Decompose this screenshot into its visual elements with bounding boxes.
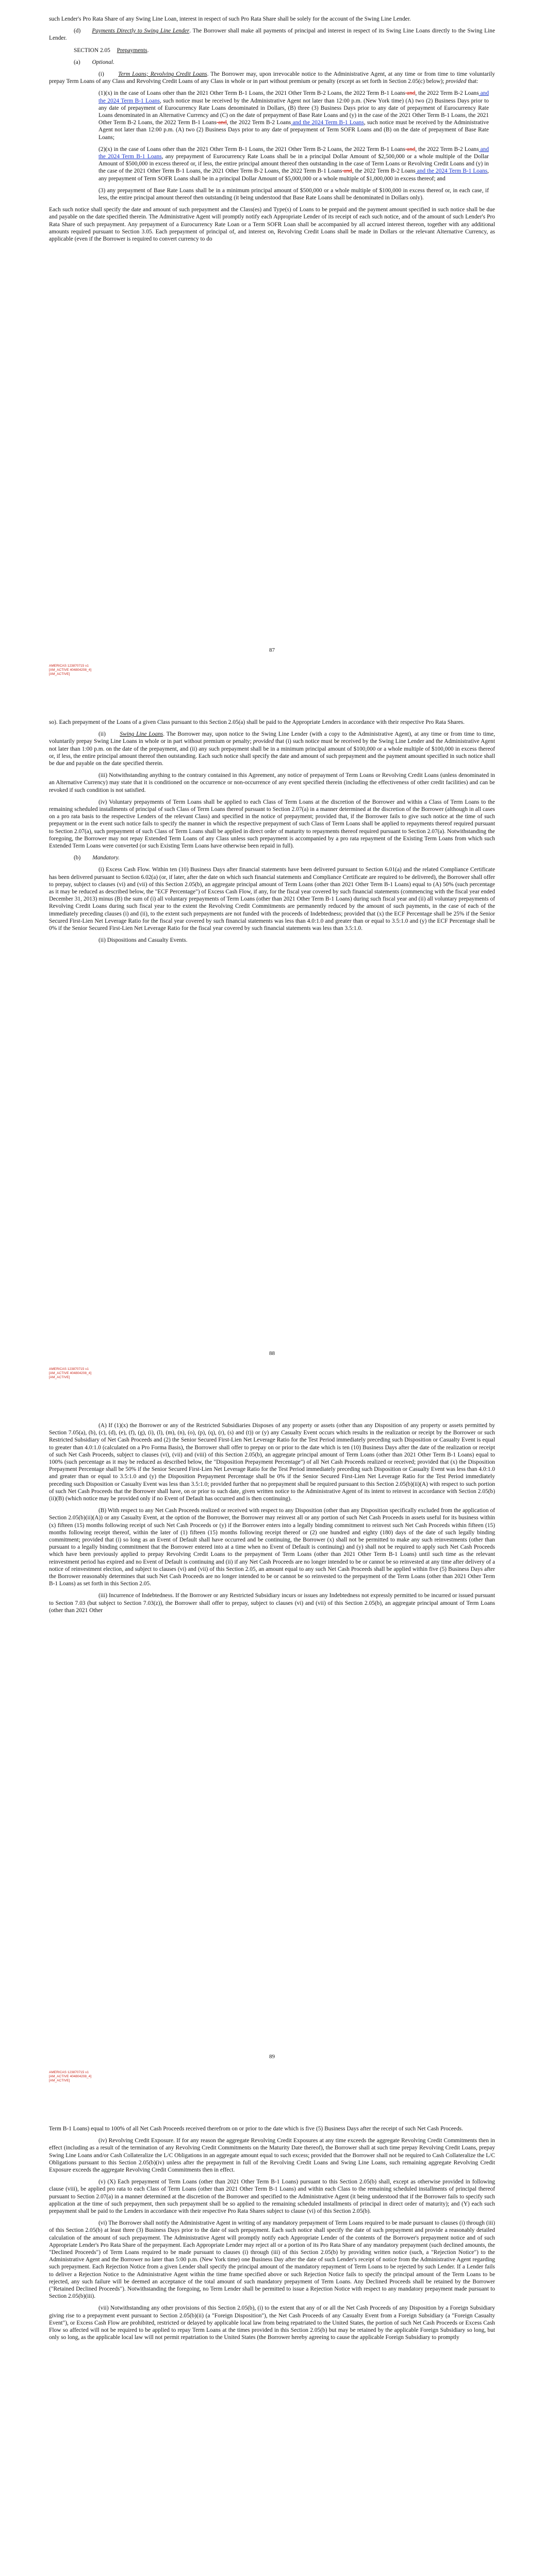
text-run: , any prepayment of Eurocurrency Rate Loans shall be in a principal Dollar Amount of $2,500,000 or a whole multiple of the Dollar Amount of $500,000 in excess thereof or, if less, the entire principal amount thereof then outstanding in the case of Term Loans or Revolving Credit Loans and (y) in the case of the 2021 Other Term B-1 Loans, the 2021 Other Term B-2 Loans, the 2022 Term B-1 Loans xyxy=(98,154,489,175)
inserted-text: and the 2024 Term B-1 Loans xyxy=(98,90,489,104)
subclause-3: (3) any prepayment of Base Rate Loans shall be in a minimum principal amount of $500,000 or a whole multiple of $100,000 in excess thereof or, in each case, if less, the entire principal amount thereof then outstanding (it being understood that Base Rate Loans shall be denominated in Dollars only). xyxy=(98,187,489,201)
clause-a-iii: (iii) Notwithstanding anything to the contrary contained in this Agreement, any notice of prepayment of Term Loans or Revolving Credit Loans (unless denominated in an Alternative Currency) may state that it is conditioned on the occurrence or non-occurrence of any event specified therein (including the effectiveness of other credit facilities) and can be revoked if such condition is not satisfied. xyxy=(49,772,495,793)
text-run: , the 2022 Term B-2 Loans xyxy=(415,90,479,97)
subclause-1 xyxy=(49,90,495,141)
text-run: (1)(x) in the case of Loans other than the 2021 Other Term B-1 Loans, the 2021 Other Term B-2 Loans, the 2022 Term B-1 Loans xyxy=(98,90,405,97)
clause-title: Mandatory. xyxy=(92,855,120,861)
clause-b-v: (v) (X) Each prepayment of Term Loans (other than 2021 Other Term B-1 Loans) pursuant to this Section 2.05(b) shall, except as otherwise provided in following clause (viii), be applied pro rata to each Class of Term Loans (other than 2021 Other Term B-1 Loans) and within each Class to the remaining scheduled installments of principal thereof pursuant to Section 2.07(a) in a manner determined at the discretion of the Borrower and specified to the Administrative Agent (it being understood that if the Borrower fails to specify such application at the time of such prepayment, then such prepayment shall be so applied to the remaining scheduled installments of principal in direct order of maturity); and (Y) each such prepayment shall be paid to the Lenders in accordance with their respective Pro Rata Shares subject to clause (vi) of this Section 2.05(b). xyxy=(49,2179,495,2215)
inserted-text: and the 2024 Term B-1 Loans xyxy=(98,146,489,160)
deleted-text: and xyxy=(216,120,227,126)
clause-label: (a) xyxy=(74,59,80,65)
text-run: (2)(x) in the case of Loans other than the 2021 Other Term B-1 Loans, the 2021 Other Term B-2 Loans, the 2022 Term B-1 Loans xyxy=(98,146,405,152)
section-title: Prepayments xyxy=(117,47,147,54)
page-number: 87 xyxy=(269,647,275,653)
doc-id-line: [AM_ACTIVE 404804208_4] xyxy=(49,1371,92,1375)
clause-title: Optional. xyxy=(92,59,114,65)
document-id-footer xyxy=(49,2071,91,2083)
doc-id-line: [AM_ACTIVE 404804208_4] xyxy=(49,668,92,672)
text-run: , such notice must be received by the Administrative Agent not later than 12:00 p.m. (A) two (2) Business Days prior to any date of prepayment of Term SOFR Loans and (B) on the date of prepayment of Base Rate Loans; xyxy=(98,120,489,141)
clause-b-vii: (vii) Notwithstanding any other provisions of this Section 2.05(b), (i) to the extent that any of or all the Net Cash Proceeds of any Disposition by a Foreign Subsidiary giving rise to a prepayment event pursuant to Section 2.05(b)(ii) (a "Foreign Disposition"), the Net Cash Proceeds of any Casualty Event from a Foreign Subsidiary (a "Foreign Casualty Event"), or Excess Cash Flow are prohibited, restricted or delayed by applicable local law from being repatriated to the United States, the portion of such Net Cash Proceeds or Excess Cash Flow so affected will not be required to be applied to repay Term Loans at the times provided in this Section 2.05(b) but may be retained by the applicable Foreign Subsidiary so long, but only so long, as the applicable local law will not permit repatriation to the United States (the Borrower hereby agreeing to cause the applicable Foreign Subsidiary to promptly xyxy=(49,2305,495,2341)
paragraph-notice-requirements: Each such notice shall specify the date and amount of such prepayment and the Class(es) and Type(s) of Loans to be prepaid and the payment amount specified in such notice shall be due and payable on the date specified therein. The Administrative Agent will promptly notify each Appropriate Lender of its receipt of each such notice, and of the amount of such Lender's Pro Rata Share of such prepayment. Any prepayment of a Eurocurrency Rate Loan or a Term SOFR Loan shall be accompanied by all accrued interest thereon, together with any additional amounts required pursuant to Section 3.05. Each prepayment of principal of, and interest on, Revolving Credit Loans shall be made in Dollars or the relevant Alternative Currency, as applicable (even if the Borrower is required to convert currency to do xyxy=(49,207,495,243)
text-run: , any prepayment of Term SOFR Loans shall be in a principal Dollar Amount of $5,000,000 or a whole multiple of $1,000,000 in excess thereof; and xyxy=(98,168,489,182)
clause-b-iv: (iv) Revolving Credit Exposure. If for any reason the aggregate Revolving Credit Exposures at any time exceeds the aggregate Revolving Credit Commitments then in effect (including as a result of the termination of any Revolving Credit Commitments on the Maturity Date thereof), the Borrower shall at such time prepay Revolving Credit Loans, prepay Swing Line Loans and/or Cash Collateralize the L/C Obligations in an aggregate amount equal to such excess; provided that the Borrower shall not be required to Cash Collateralize the L/C Obligations pursuant to this Section 2.05(b)(iv) unless after the prepayment in full of the Revolving Credit Loans and Swing Line Loans, such remaining aggregate Revolving Credit Exposure exceeds the aggregate Revolving Credit Commitments then in effect. xyxy=(49,2138,495,2174)
subclause-2 xyxy=(49,146,495,182)
text-run: , the 2022 Term B-2 Loans xyxy=(226,120,291,126)
clause-a-heading xyxy=(49,59,495,66)
clause-text: that: xyxy=(466,78,479,85)
deleted-text: and xyxy=(405,90,416,97)
clause-a-iv: (iv) Voluntary prepayments of Term Loans shall be applied to each Class of Term Loans at the discretion of the Borrower and within a Class of Term Loans to the remaining scheduled installments of principal of such Class of Term Loans thereof pursuant to Section 2.07(a) in a manner determined at the discretion of the Borrower (although in all cases on a pro rata basis to the respective Lenders of the relevant Class) and specified in the notice of prepayment; provided that, if the Borrower fails to give such notice at the time of such prepayment or in the event such notice fails to specify the manner in which the respective prepayment of such Class of Term Loans shall be applied to repayments thereof required pursuant to Section 2.07(a), such prepayment of such Class of Term Loans shall be applied in direct order of maturity to repayments thereof required pursuant to Section 2.07(a). Notwithstanding the foregoing, the Borrower may not repay Extended Term Loans of any Class unless such prepayment is accompanied by a pro rata repayment of the Existing Term Loans from which such Extended Term Loans were converted (or such Existing Term Loans have otherwise been repaid in full). xyxy=(49,799,495,850)
doc-id-line: AMERICAS 123870715 v1 xyxy=(49,664,89,668)
doc-id-line: [AM_ACTIVE 404804208_4] xyxy=(49,2075,92,2078)
clause-label: (d) xyxy=(74,28,81,35)
document-page-89 xyxy=(0,1406,544,2110)
document-page-90 xyxy=(0,2110,544,2576)
inserted-text: and the 2024 Term B-1 Loans xyxy=(291,120,364,126)
clause-b-vi: (vi) The Borrower shall notify the Administrative Agent in writing of any mandatory prepayment of Term Loans required to be made pursuant to clauses (i) through (iii) of this Section 2.05(b) at least three (3) Business Days prior to the date of such prepayment. Each such notice shall specify the date of such prepayment and provide a reasonably detailed calculation of the amount of such prepayment. The Administrative Agent will promptly notify each Appropriate Lender of the contents of the Borrower's prepayment notice and of such Appropriate Lender's Pro Rata Share of the prepayment. Each Appropriate Lender may reject all or a portion of its Pro Rata Share of any mandatory prepayment (such declined amounts, the "Declined Proceeds") of Term Loans required to be made pursuant to clauses (i) through (iii) of this Section 2.05(b) by providing written notice (such, a "Rejection Notice") to the Administrative Agent and the Borrower no later than 5:00 p.m. (New York time) one Business Day after the date of such Lender's receipt of notice from the Administrative Agent regarding such prepayment. Each Rejection Notice from a given Lender shall specify the principal amount of the mandatory repayment of Term Loans to be rejected by such Lender. If a Lender fails to deliver a Rejection Notice to the Administrative Agent within the time frame specified above or such Rejection Notice fails to specify the principal amount of the Term Loans to be rejected, any such failure will be deemed an acceptance of the total amount of such mandatory prepayment of Term Loans. Any Declined Proceeds shall be retained by the Borrower ("Retained Declined Proceeds"). Notwithstanding the foregoing, no Term Lender shall be permitted to issue a Rejection Notice with respect to any mandatory prepayment made pursuant to Section 2.05(b)(iii). xyxy=(49,2220,495,2300)
clause-label: (i) xyxy=(98,71,104,78)
clause-b-heading xyxy=(49,854,495,861)
doc-id-line: AMERICAS 123870715 v1 xyxy=(49,1367,89,1371)
clause-text: . The Borrower may, upon notice to the Swing Line Lender (with a copy to the Administrative Agent), at any time or from time to time, voluntarily prepay Swing Line Loans in whole or in part without premium or penalty; xyxy=(49,731,495,745)
paragraph-2-04-d xyxy=(49,27,495,42)
document-page-87 xyxy=(0,0,544,703)
document-id-footer xyxy=(49,664,91,676)
clause-label: (ii) xyxy=(98,731,106,738)
clause-title: Swing Line Loans xyxy=(120,731,163,738)
paragraph-continuation: so). Each prepayment of the Loans of a given Class pursuant to this Section 2.05(a) shall be paid to the Appropriate Lenders in accordance with their respective Pro Rata Shares. xyxy=(49,719,465,725)
paragraph-swing-line-share: such Lender's Pro Rata Share of any Swing Line Loan, interest in respect of such Pro Rata Share shall be solely for the account of the Swing Line Lender. xyxy=(49,16,411,22)
clause-b-ii: (ii) Dispositions and Casualty Events. xyxy=(98,937,188,944)
doc-id-line: [AM_ACTIVE] xyxy=(49,1376,70,1379)
inserted-text: and the 2024 Term B-1 Loans xyxy=(415,168,488,175)
section-number: SECTION 2.05 xyxy=(74,47,110,54)
clause-a-i xyxy=(49,71,495,85)
clause-label: (b) xyxy=(74,855,81,861)
clause-a-ii xyxy=(49,731,495,767)
clause-text: . The Borrower shall make all payments of principal and interest in respect of its Swing Line Loans directly to the Swing Line Lender. xyxy=(49,28,496,42)
text-run: , the 2022 Term B-2 Loans xyxy=(352,168,416,175)
document-page-88 xyxy=(0,703,544,1406)
clause-b-ii-A: (A) If (1)(x) the Borrower or any of the Restricted Subsidiaries Disposes of any property or assets (other than any Disposition of any property or assets permitted by Section 7.05(a), (b), (c), (d), (e), (f), (g), (i), (l), (m), (n), (o), (p), (q), (r), (s) and (t)) or (y) any Casualty Event occurs which results in the realization or receipt by the Borrower or such Restricted Subsidiary of Net Cash Proceeds and (2) the Senior Secured First-Lien Net Leverage Ratio for the Test Period immediately preceding such Disposition or Casualty Event is equal to greater than 4.0:1.0 (calculated on a Pro Forma Basis), the Borrower shall offer to prepay on or prior to the date which is ten (10) Business Days after the date of the realization or receipt of such Net Cash Proceeds, subject to clauses (vi), (vii) and (viii) of this Section 2.05(b), an aggregate principal amount of Term Loans (other than 2021 Other Term B-1 Loans) equal to 100% (such percentage as it may be reduced as described below, the "Disposition Prepayment Percentage") of all Net Cash Proceeds realized or received; provided that (x) the Disposition Prepayment Percentage shall be 50% if the Senior Secured First-Lien Net Leverage Ratio for the Test Period immediately preceding such Disposition or Casualty Event was less than 4.0:1.0 and greater than or equal to 3.5:1.0 and (y) the Disposition Prepayment Percentage shall be 0% if the Senior Secured First-Lien Net Leverage Ratio for the Test Period immediately preceding such Disposition or Casualty Event was less than 3.5:1.0; provided further that no prepayment shall be required pursuant to this Section 2.05(b)(ii)(A) with respect to such portion of such Net Cash Proceeds that the Borrower shall have, on or prior to such date, given written notice to the Administrative Agent of its intent to reinvest in accordance with Section 2.05(b)(ii)(B) (which notice may be provided only if no Event of Default has occurred and is then continuing). xyxy=(49,1422,495,1502)
clause-title: Payments Directly to Swing Line Lender xyxy=(92,28,190,35)
doc-id-line: [AM_ACTIVE] xyxy=(49,672,70,676)
clause-text: . The Borrower may, upon irrevocable notice to the Administrative Agent, at any time or from time to time voluntarily prepay Term Loans of any Class and Revolving Credit Loans of any Class in whole or in part without premium or penalty (except as set forth in Section 2.05(c) below); xyxy=(49,71,496,85)
deleted-text: and xyxy=(405,146,416,152)
clause-b-iii: (iii) Incurrence of Indebtedness. If the Borrower or any Restricted Subsidiary incurs or issues any Indebtedness not expressly permitted to be incurred or issued pursuant to Section 7.03 (but subject to Section 7.03(z)), the Borrower shall offer to prepay, subject to clauses (vi) and (vii) of this Section 2.05(b), an aggregate principal amount of Term Loans (other than 2021 Other xyxy=(49,1592,495,1614)
doc-id-line: AMERICAS 123870715 v1 xyxy=(49,2071,89,2074)
proviso-term: provided xyxy=(253,738,274,745)
doc-id-line: [AM_ACTIVE] xyxy=(49,2079,70,2082)
section-heading-2-05: SECTION 2.05 Prepayments. xyxy=(74,47,149,54)
proviso-term: provided xyxy=(446,78,467,85)
page-number: 88 xyxy=(269,1350,275,1357)
deleted-text: and xyxy=(342,168,352,175)
clause-title: Term Loans; Revolving Credit Loans xyxy=(118,71,207,78)
clause-b-ii-B: (B) With respect to any Net Cash Proceeds realized or received with respect to any Disposition (other than any Disposition specifically excluded from the application of Section 2.05(b)(ii)(A)) or any Casualty Event, at the option of the Borrower, the Borrower may reinvest all or any portion of such Net Cash Proceeds in assets useful for its business within (x) fifteen (15) months following receipt of such Net Cash Proceeds or (y) if the Borrower enters into a legally binding commitment to reinvest such Net Cash Proceeds within fifteen (15) months following receipt thereof, within the later of (1) fifteen (15) months following receipt thereof or (2) one hundred and eighty (180) days of the date of such legally binding commitment; provided that (i) so long as an Event of Default shall have occurred and be continuing, the Borrower (x) shall not be permitted to make any such reinvestments (other than pursuant to a legally binding commitment that the Borrower entered into at a time when no Event of Default is continuing) and (y) shall not be required to apply such Net Cash Proceeds which have been previously applied to prepay Revolving Credit Loans to the prepayment of Term Loans (other than 2021 Other Term B-1 Loans) until such time as the relevant reinvestment period has expired and no Event of Default is continuing and (ii) if any Net Cash Proceeds are no longer intended to be or cannot be so reinvested at any time after delivery of a notice of reinvestment election, and subject to clauses (vi) and (vii) of this Section 2.05, an amount equal to any such Net Cash Proceeds shall be applied within five (5) Business Days after the Borrower reasonably determines that such Net Cash Proceeds are no longer intended to be or cannot be so reinvested to the prepayment of the Term Loans (other than 2021 Other Term B-1 Loans) as set forth in this Section 2.05. xyxy=(49,1507,495,1587)
page-number: 89 xyxy=(269,2053,275,2060)
text-run: , the 2022 Term B-2 Loans xyxy=(415,146,479,152)
text-run: , such notice must be received by the Administrative Agent not later than 12:00 p.m. (New York time) (A) two (2) Business Days prior to any date of prepayment of Eurocurrency Rate Loans denominated in Dollars, (B) three (3) Business Days prior to any date of prepayment of Eurocurrency Rate Loans denominated in an Alternative Currency and (C) on the date of prepayment of Base Rate Loans and (y) in the case of the 2021 Other Term B-1 Loans, the 2021 Other Term B-2 Loans, the 2022 Term B-1 Loans xyxy=(98,97,489,126)
clause-b-i: (i) Excess Cash Flow. Within ten (10) Business Days after financial statements have been delivered pursuant to Section 6.01(a) and the related Compliance Certificate has been delivered pursuant to Section 6.02(a) (or, if later, after the date on which such financial statements and Compliance Certificate are required to be delivered), the Borrower shall offer to prepay, subject to clauses (vi) and (vii) of this Section 2.05(b), an aggregate principal amount of Term Loans (other than 2021 Other Term B-1 Loans) equal to (A) 50% (such percentage as it may be reduced as described below, the "ECF Percentage") of Excess Cash Flow, if any, for the fiscal year covered by such financial statements (commencing with the fiscal year ended December 31, 2013) minus (B) the sum of (i) all voluntary prepayments of Term Loans (other than 2021 Other Term B-1 Loans) during such fiscal year and (ii) all voluntary prepayments of Revolving Credit Loans during such fiscal year to the extent the Revolving Credit Commitments are permanently reduced by the amount of such payments, in the case of each of the immediately preceding clauses (i) and (ii), to the extent such prepayments are not funded with the proceeds of Indebtedness; provided that (x) the ECF Percentage shall be 25% if the Senior Secured First-Lien Net Leverage Ratio for the fiscal year covered by such financial statements was less than 4.0:1.0 and greater than or equal to 3.5:1.0 and (y) the ECF Percentage shall be 0% if the Senior Secured First-Lien Net Leverage Ratio for the fiscal year covered by such financial statements was less than 3.5:1.0. xyxy=(49,867,495,932)
paragraph-continuation: Term B-1 Loans) equal to 100% of all Net Cash Proceeds received therefrom on or prior to the date which is five (5) Business Days after the receipt of such Net Cash Proceeds. xyxy=(49,2126,463,2132)
document-id-footer xyxy=(49,1367,91,1380)
clause-text: that (i) such notice must be received by the Swing Line Lender and the Administrative Agent not later than 1:00 p.m. on the date of the prepayment, and (ii) any such prepayment shall be in a minimum principal amount of $100,000 or a whole multiple of $100,000 in excess thereof or, if less, the entire principal amount thereof then outstanding. Each such notice shall specify the date and amount of such prepayment and the payment amount specified in such notice shall be due and payable on the date specified therein. xyxy=(49,738,495,767)
